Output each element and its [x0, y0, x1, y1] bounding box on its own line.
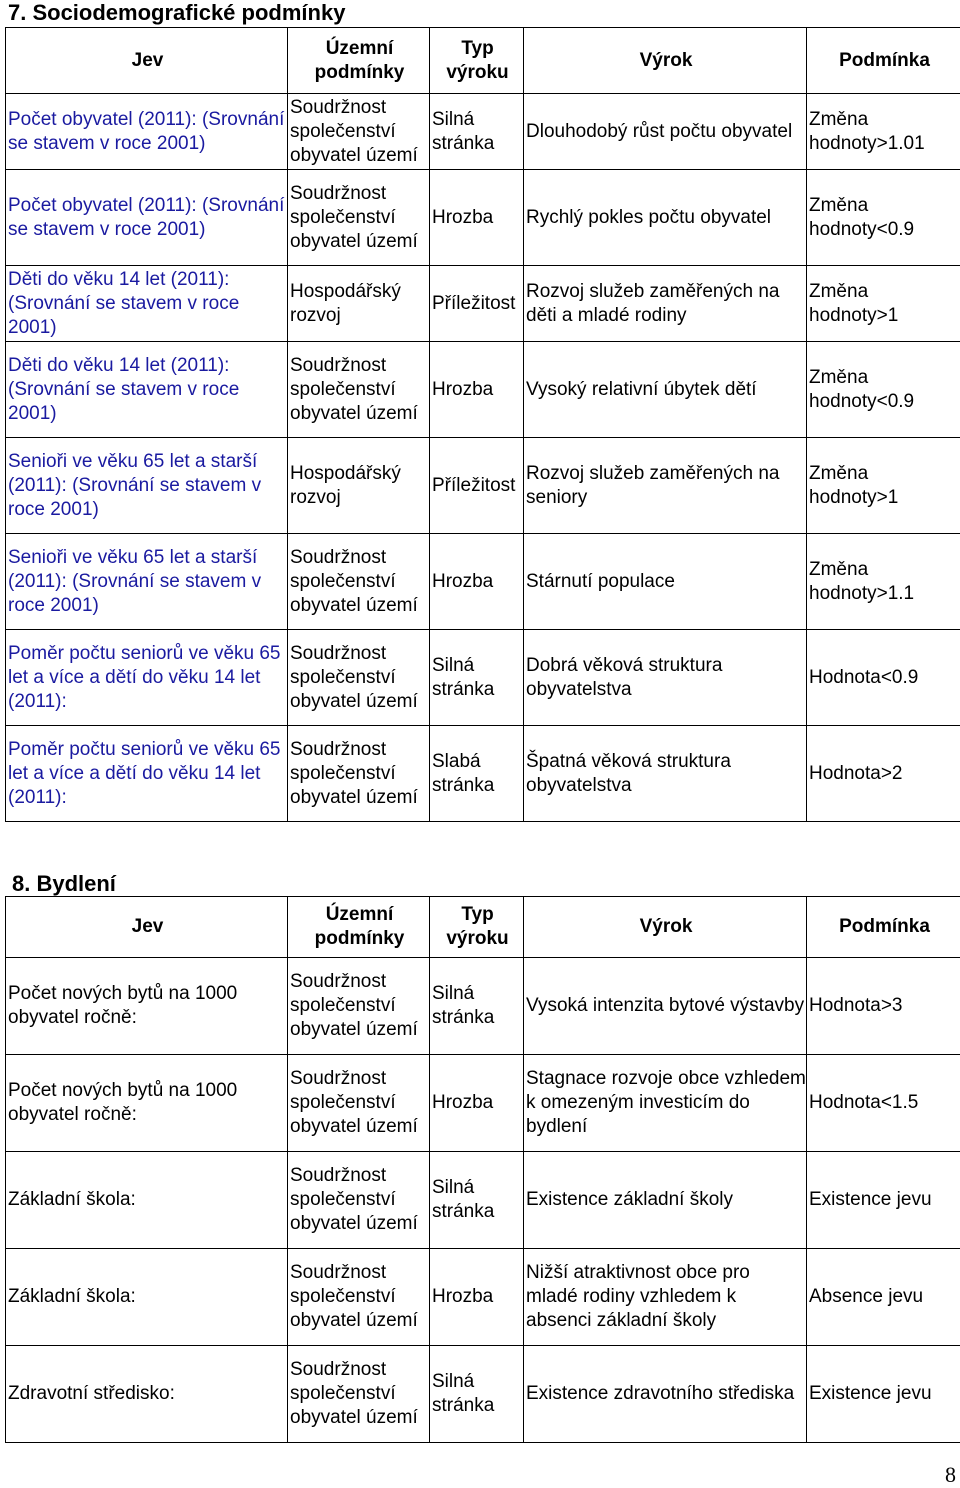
cell-podminka: Hodnota<0.9 — [807, 630, 960, 726]
cell-uzemni: Soudržnost společenství obyvatel území — [288, 630, 430, 726]
cell-uzemni: Soudržnost společenství obyvatel území — [288, 534, 430, 630]
header-uzemni-podminky: Územní podmínky — [288, 28, 430, 94]
cell-vyrok: Vysoký relativní úbytek dětí — [524, 342, 807, 438]
cell-podminka: Změna hodnoty<0.9 — [807, 170, 960, 266]
cell-uzemni: Soudržnost společenství obyvatel území — [288, 726, 430, 822]
cell-uzemni: Soudržnost společenství obyvatel území — [288, 1249, 430, 1346]
cell-uzemni: Soudržnost společenství obyvatel území — [288, 170, 430, 266]
cell-jev: Základní škola: — [6, 1249, 288, 1346]
cell-podminka: Hodnota>3 — [807, 958, 960, 1055]
section-8-title: 8. Bydlení — [12, 872, 116, 896]
cell-vyrok: Dlouhodobý růst počtu obyvatel — [524, 94, 807, 170]
header-podminka: Podmínka — [807, 897, 960, 958]
cell-vyrok: Nižší atraktivnost obce pro mladé rodiny vzhledem k absenci základní školy — [524, 1249, 807, 1346]
cell-vyrok: Dobrá věková struktura obyvatelstva — [524, 630, 807, 726]
cell-jev: Zdravotní středisko: — [6, 1346, 288, 1443]
cell-typ: Silná stránka — [430, 1346, 524, 1443]
cell-vyrok: Stárnutí populace — [524, 534, 807, 630]
cell-typ: Silná stránka — [430, 958, 524, 1055]
cell-typ: Hrozba — [430, 534, 524, 630]
cell-jev: Poměr počtu seniorů ve věku 65 let a více a dětí do věku 14 let (2011): — [6, 726, 288, 822]
cell-podminka: Existence jevu — [807, 1152, 960, 1249]
cell-vyrok: Špatná věková struktura obyvatelstva — [524, 726, 807, 822]
cell-jev: Počet nových bytů na 1000 obyvatel ročně: — [6, 958, 288, 1055]
header-vyrok: Výrok — [524, 28, 807, 94]
cell-podminka: Existence jevu — [807, 1346, 960, 1443]
cell-typ: Hrozba — [430, 1055, 524, 1152]
cell-vyrok: Stagnace rozvoje obce vzhledem k omezeným investicím do bydlení — [524, 1055, 807, 1152]
header-uzemni-podminky: Územní podmínky — [288, 897, 430, 958]
cell-vyrok: Rozvoj služeb zaměřených na seniory — [524, 438, 807, 534]
table-row — [6, 1346, 960, 1443]
cell-uzemni: Soudržnost společenství obyvatel území — [288, 342, 430, 438]
cell-vyrok: Rozvoj služeb zaměřených na děti a mladé rodiny — [524, 266, 807, 342]
cell-typ: Silná stránka — [430, 630, 524, 726]
sociodemographic-table — [5, 27, 960, 822]
cell-vyrok: Existence základní školy — [524, 1152, 807, 1249]
header-jev: Jev — [6, 897, 288, 958]
cell-jev: Děti do věku 14 let (2011): (Srovnání se stavem v roce 2001) — [6, 342, 288, 438]
cell-jev: Počet nových bytů na 1000 obyvatel ročně: — [6, 1055, 288, 1152]
table-row — [6, 94, 960, 170]
table-row — [6, 170, 960, 266]
table-row — [6, 534, 960, 630]
cell-uzemni: Hospodářský rozvoj — [288, 266, 430, 342]
cell-typ: Silná stránka — [430, 1152, 524, 1249]
header-jev: Jev — [6, 28, 288, 94]
cell-typ: Slabá stránka — [430, 726, 524, 822]
housing-table — [5, 896, 960, 1443]
cell-podminka: Změna hodnoty>1.01 — [807, 94, 960, 170]
cell-typ: Hrozba — [430, 170, 524, 266]
table-header-row — [6, 897, 960, 958]
cell-uzemni: Soudržnost společenství obyvatel území — [288, 1152, 430, 1249]
cell-typ: Příležitost — [430, 438, 524, 534]
table-row — [6, 438, 960, 534]
cell-uzemni: Hospodářský rozvoj — [288, 438, 430, 534]
cell-typ: Silná stránka — [430, 94, 524, 170]
cell-uzemni: Soudržnost společenství obyvatel území — [288, 94, 430, 170]
cell-podminka: Změna hodnoty>1 — [807, 266, 960, 342]
cell-jev: Počet obyvatel (2011): (Srovnání se stavem v roce 2001) — [6, 94, 288, 170]
cell-uzemni: Soudržnost společenství obyvatel území — [288, 1055, 430, 1152]
table-row — [6, 630, 960, 726]
section-7-title: 7. Sociodemografické podmínky — [8, 1, 345, 25]
cell-jev: Děti do věku 14 let (2011): (Srovnání se stavem v roce 2001) — [6, 266, 288, 342]
cell-podminka: Změna hodnoty>1 — [807, 438, 960, 534]
table-row — [6, 1055, 960, 1152]
cell-podminka: Absence jevu — [807, 1249, 960, 1346]
table-row — [6, 1152, 960, 1249]
cell-podminka: Hodnota<1.5 — [807, 1055, 960, 1152]
cell-typ: Příležitost — [430, 266, 524, 342]
cell-jev: Senioři ve věku 65 let a starší (2011): (Srovnání se stavem v roce 2001) — [6, 438, 288, 534]
cell-typ: Hrozba — [430, 1249, 524, 1346]
cell-podminka: Změna hodnoty>1.1 — [807, 534, 960, 630]
cell-jev: Poměr počtu seniorů ve věku 65 let a více a dětí do věku 14 let (2011): — [6, 630, 288, 726]
table-row — [6, 958, 960, 1055]
cell-uzemni: Soudržnost společenství obyvatel území — [288, 958, 430, 1055]
table-header-row — [6, 28, 960, 94]
table-row — [6, 1249, 960, 1346]
cell-uzemni: Soudržnost společenství obyvatel území — [288, 1346, 430, 1443]
page-number: 8 — [945, 1462, 956, 1488]
cell-podminka: Změna hodnoty<0.9 — [807, 342, 960, 438]
table-row — [6, 342, 960, 438]
cell-vyrok: Existence zdravotního střediska — [524, 1346, 807, 1443]
table-row — [6, 726, 960, 822]
cell-jev: Počet obyvatel (2011): (Srovnání se stavem v roce 2001) — [6, 170, 288, 266]
header-podminka: Podmínka — [807, 28, 960, 94]
cell-podminka: Hodnota>2 — [807, 726, 960, 822]
cell-typ: Hrozba — [430, 342, 524, 438]
cell-jev: Základní škola: — [6, 1152, 288, 1249]
cell-vyrok: Vysoká intenzita bytové výstavby — [524, 958, 807, 1055]
header-typ-vyroku: Typ výroku — [430, 28, 524, 94]
cell-jev: Senioři ve věku 65 let a starší (2011): (Srovnání se stavem v roce 2001) — [6, 534, 288, 630]
header-typ-vyroku: Typ výroku — [430, 897, 524, 958]
table-row — [6, 266, 960, 342]
cell-vyrok: Rychlý pokles počtu obyvatel — [524, 170, 807, 266]
header-vyrok: Výrok — [524, 897, 807, 958]
